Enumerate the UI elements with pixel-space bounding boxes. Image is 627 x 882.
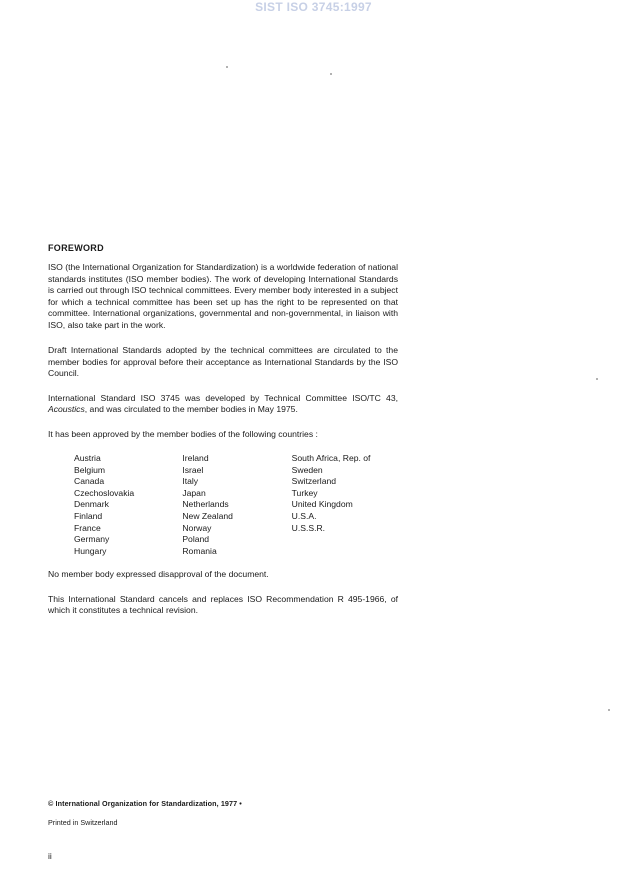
country-item: Switzerland (291, 476, 337, 487)
revision-paragraph: This International Standard cancels and replaces ISO Recommendation R 495-1966, of which it constitutes a technical revision. (48, 593, 398, 616)
copyright-notice: © International Organization for Standardization, 1977 • (48, 799, 242, 808)
scan-speck (330, 73, 332, 75)
country-item: Norway (182, 522, 212, 533)
committee-name: Acoustics (48, 404, 85, 414)
country-item: U.S.S.R. (291, 522, 326, 533)
printed-in-line: Printed in Switzerland (48, 818, 118, 827)
country-column-1 (74, 453, 182, 557)
watermark-text: SIST ISO 3745:1997 (255, 0, 372, 14)
country-item: Poland (182, 534, 210, 545)
country-item: South Africa, Rep. of (291, 453, 371, 463)
development-text-end: , and was circulated to the member bodies in May 1975. (84, 404, 298, 414)
country-item: New Zealand (182, 510, 233, 521)
foreword-heading: FOREWORD (48, 243, 104, 253)
country-item: Sweden (291, 464, 323, 475)
country-item: Germany (74, 534, 110, 545)
country-item: U.S.A. (291, 510, 317, 521)
country-item: Hungary (74, 545, 107, 556)
development-paragraph (48, 393, 398, 416)
country-item: Ireland (182, 453, 209, 463)
approval-paragraph: It has been approved by the member bodies of the following countries : (48, 428, 318, 439)
country-item: Netherlands (182, 499, 229, 510)
country-item: Belgium (74, 464, 106, 475)
country-item: Austria (74, 453, 101, 463)
scan-speck (596, 378, 598, 380)
country-item: Czechoslovakia (74, 487, 135, 498)
draft-standards-paragraph: Draft International Standards adopted by the technical committees are circulated to the member bodies for approval before their acceptance as International Standards by the ISO Council. (48, 345, 398, 378)
country-list (74, 453, 398, 557)
intro-paragraph: ISO (the International Organization for Standardization) is a worldwide federation of national standards institutes (ISO member bodies). The work of developing International Standards is carried out through ISO technical committees. Every member body interested in a subject for which a technical committee has been set up has the right to be represented on that committee. International organizations, governmental and non-governmental, in liaison with ISO, also take part in the work. (48, 262, 398, 330)
country-item: Romania (182, 545, 217, 556)
page-number: ii (48, 851, 52, 861)
country-item: Canada (74, 476, 105, 487)
disapproval-paragraph: No member body expressed disapproval of the document. (48, 569, 269, 580)
country-item: United Kingdom (291, 499, 353, 510)
country-column-3 (292, 453, 398, 557)
country-item: Turkey (291, 487, 318, 498)
country-item: Japan (182, 487, 206, 498)
development-text-start: International Standard ISO 3745 was developed by Technical Committee ISO/TC 43, (48, 392, 398, 403)
country-item: Finland (74, 510, 103, 521)
scan-speck (608, 709, 610, 711)
country-item: Denmark (74, 499, 109, 510)
country-item: France (74, 522, 101, 533)
foreword-section (48, 243, 398, 617)
scan-speck (226, 66, 228, 68)
country-column-2 (182, 453, 291, 557)
country-item: Italy (182, 476, 199, 487)
country-item: Israel (182, 464, 204, 475)
